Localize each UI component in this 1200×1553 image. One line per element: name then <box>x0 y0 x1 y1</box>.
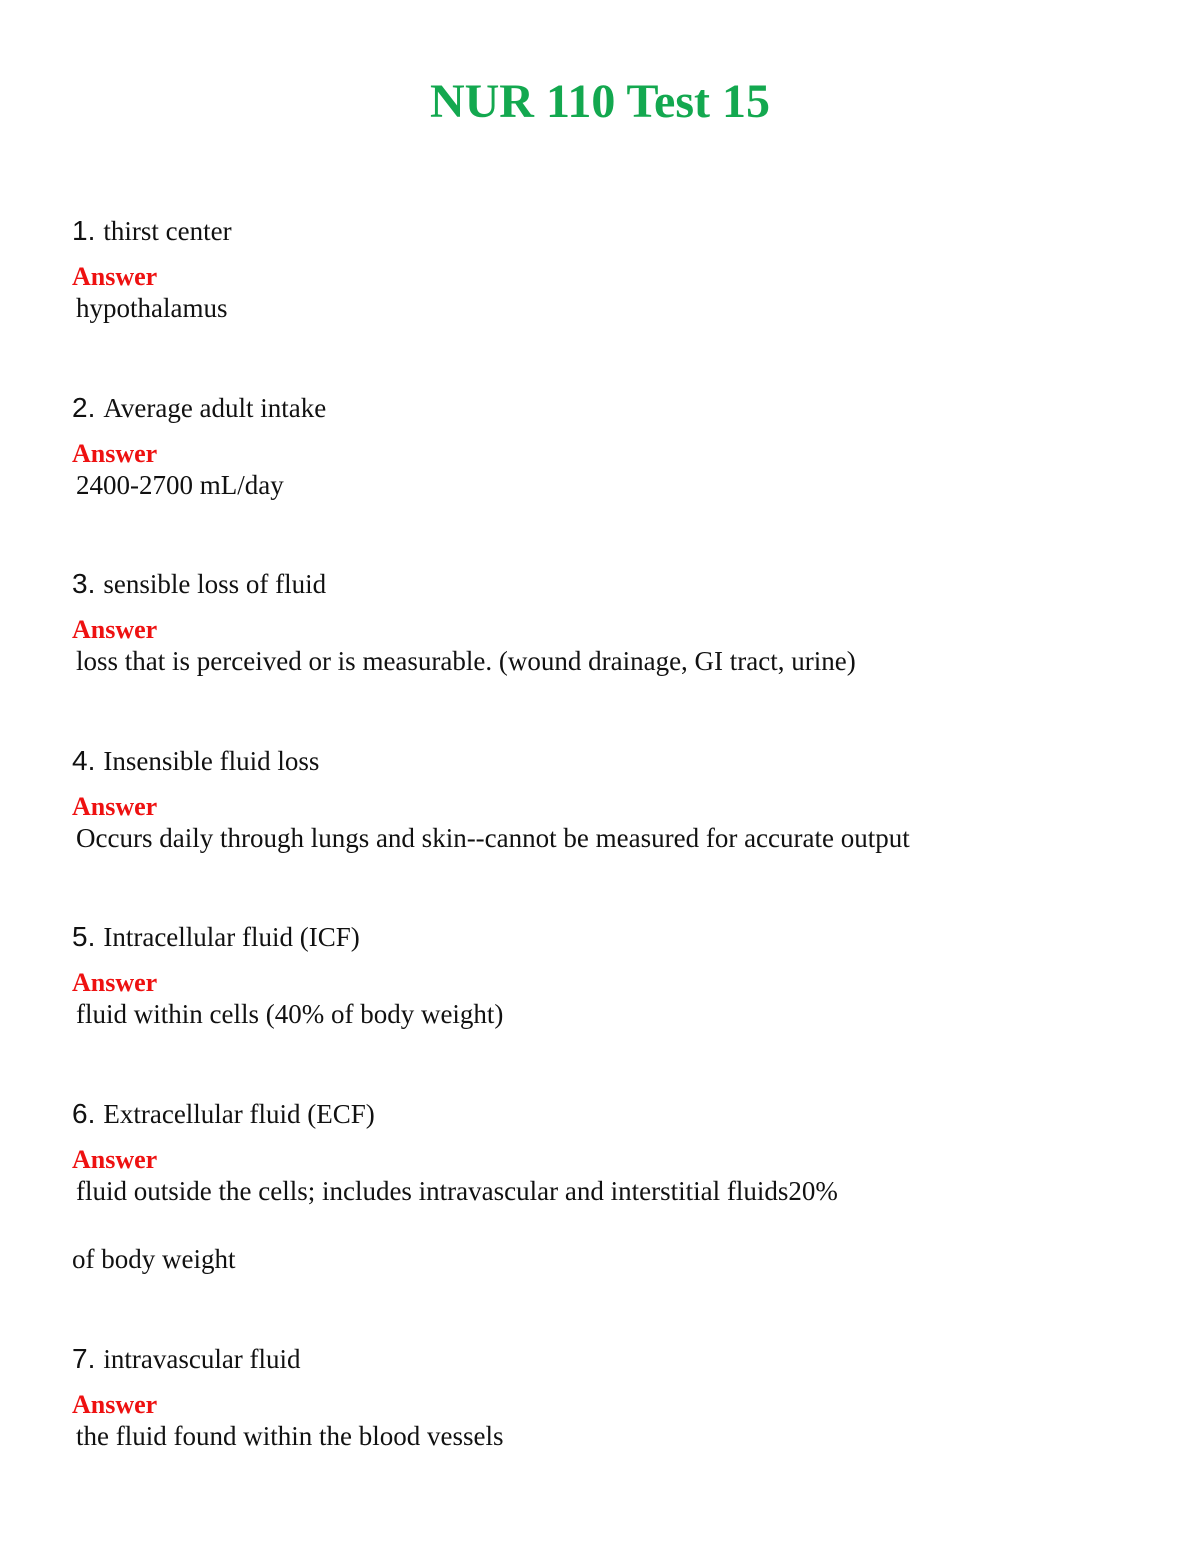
answer-text: fluid outside the cells; includes intravascular and interstitial fluids20% <box>76 1176 838 1206</box>
question-line <box>72 391 326 425</box>
question-text: Extracellular fluid (ECF) <box>103 1099 375 1129</box>
question-line <box>72 567 326 601</box>
question-text: intravascular fluid <box>103 1344 301 1374</box>
answer-label: Answer <box>72 1145 158 1174</box>
answer-label: Answer <box>72 968 158 997</box>
question-text: thirst center <box>103 216 232 246</box>
answer-text: 2400-2700 mL/day <box>76 470 284 500</box>
question-line <box>72 1097 375 1131</box>
answer-text: fluid within cells (40% of body weight) <box>76 999 504 1029</box>
answer-label: Answer <box>72 615 158 644</box>
answer-text: hypothalamus <box>76 293 228 323</box>
question-number: 3. <box>72 568 96 599</box>
answer-label: Answer <box>72 439 158 468</box>
question-number: 4. <box>72 745 96 776</box>
page-title: NUR 110 Test 15 <box>429 75 771 128</box>
question-number: 5. <box>72 921 96 952</box>
question-text: sensible loss of fluid <box>103 569 327 599</box>
question-text: Intracellular fluid (ICF) <box>103 922 360 952</box>
answer-text: loss that is perceived or is measurable. (wound drainage, GI tract, urine) <box>76 646 856 676</box>
question-number: 7. <box>72 1343 96 1374</box>
question-number: 6. <box>72 1098 96 1129</box>
question-number: 1. <box>72 215 96 246</box>
question-line <box>72 1342 301 1376</box>
answer-text: Occurs daily through lungs and skin--cannot be measured for accurate output <box>76 823 910 853</box>
question-line <box>72 744 319 778</box>
answer-label: Answer <box>72 262 158 291</box>
answer-label: Answer <box>72 1390 158 1419</box>
question-text: Insensible fluid loss <box>103 746 320 776</box>
question-text: Average adult intake <box>103 393 327 423</box>
question-line <box>72 214 232 248</box>
question-line <box>72 920 360 954</box>
answer-text-continued: of body weight <box>72 1244 236 1274</box>
question-number: 2. <box>72 392 96 423</box>
answer-text: the fluid found within the blood vessels <box>76 1421 504 1451</box>
answer-label: Answer <box>72 792 158 821</box>
